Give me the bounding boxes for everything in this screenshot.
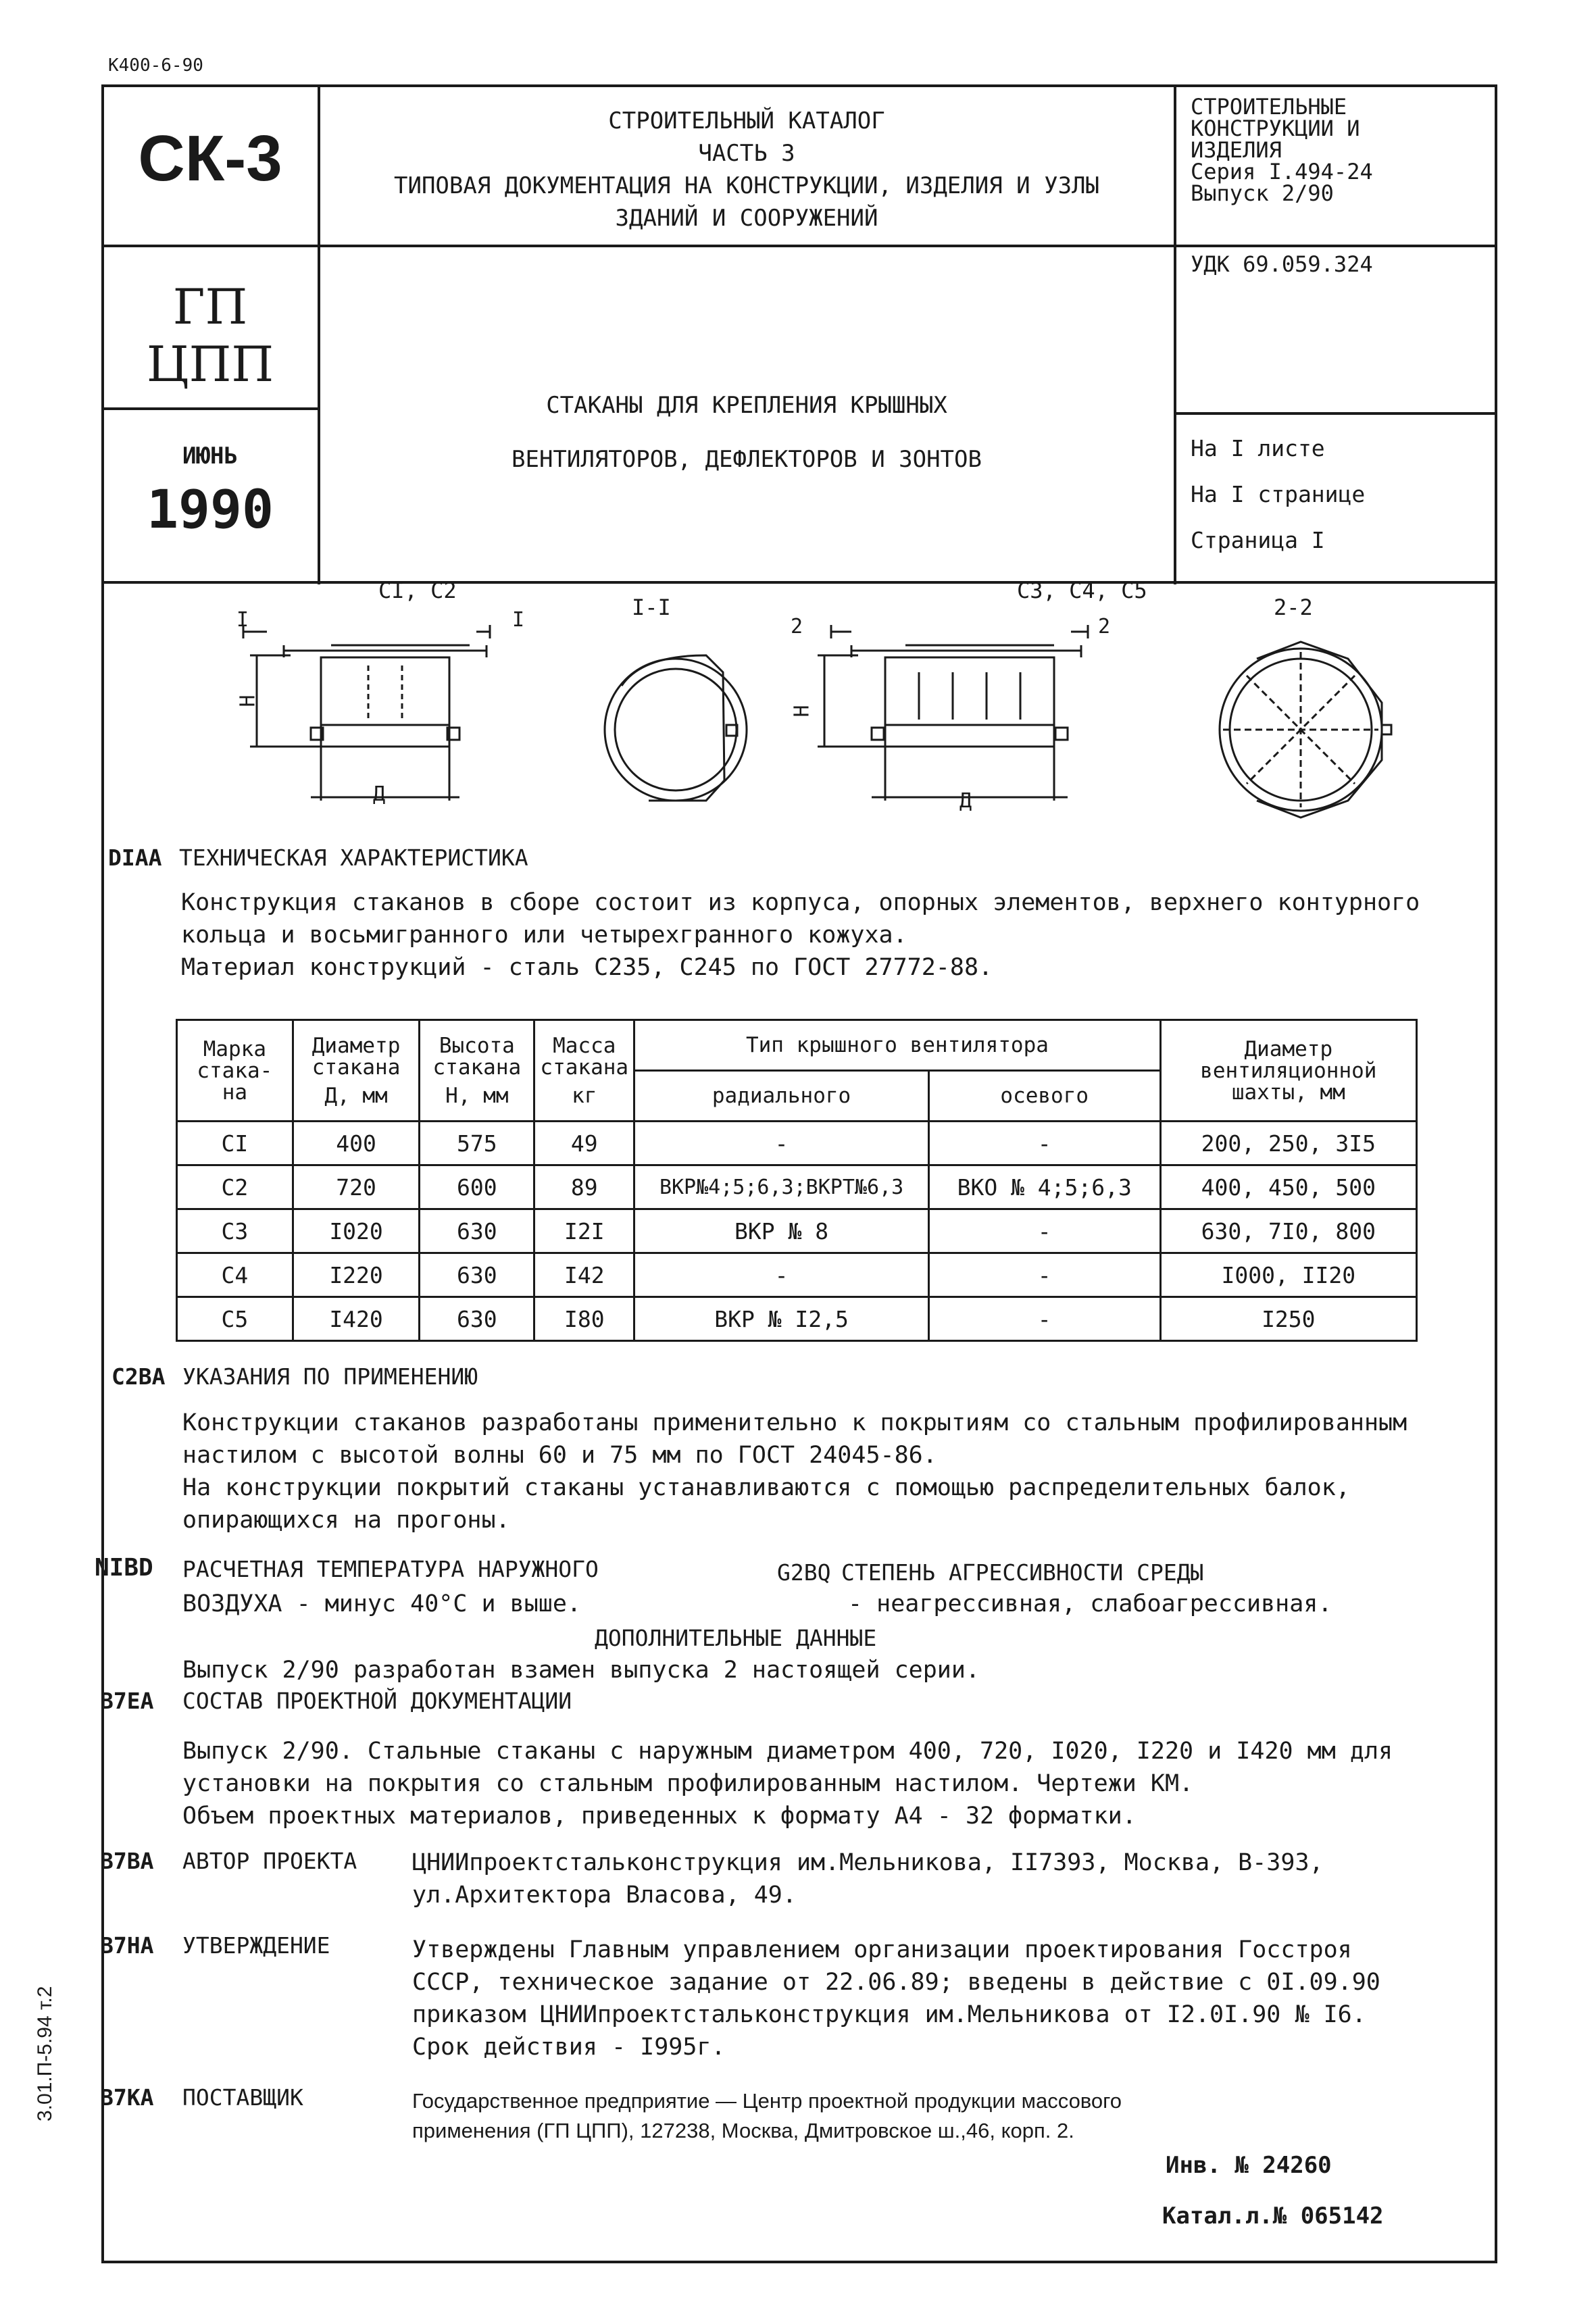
header-shaft [1160, 1020, 1416, 1122]
header-diameter-line: Диаметр [311, 1033, 401, 1058]
cut-mark-1-left: I [236, 608, 249, 632]
author-line: ул.Архитектора Власова, 49. [412, 1882, 797, 1909]
catalog-line: ЗДАНИЙ И СООРУЖЕНИЙ [615, 205, 878, 232]
section-title-aggressiveness: СТЕПЕНЬ АГРЕССИВНОСТИ СРЕДЫ [841, 1559, 1204, 1586]
usage-line: опирающихся на прогоны. [182, 1507, 510, 1534]
tech-text [181, 886, 1420, 984]
table-row [177, 1165, 1417, 1209]
drawing-label-c1-c2: CI, C2 [378, 578, 457, 603]
section-title-docs: СОСТАВ ПРОЕКТНОЙ ДОКУМЕНТАЦИИ [182, 1688, 572, 1714]
header-mark-line: Марка [203, 1036, 267, 1061]
docs-line: Объем проектных материалов, приведенных к формату А4 - 32 форматки. [182, 1803, 1137, 1830]
header-diameter [293, 1020, 420, 1122]
dim-label-h-left: H [236, 695, 260, 707]
drawing-label-c3-c5: C3, C4, C5 [1017, 578, 1147, 603]
cell-axial: ВКО № 4;5;6,3 [928, 1165, 1160, 1209]
section-code-aggressiveness: G2BQ [777, 1559, 831, 1586]
header-height-line: стакана [432, 1055, 522, 1080]
table-row [177, 1297, 1417, 1341]
cell-radial: - [634, 1253, 929, 1297]
tech-line: кольца и восьмигранного или четырехгранного кожуха. [181, 922, 907, 949]
series-block [1191, 96, 1488, 204]
section-code-usage: C2BA [111, 1363, 166, 1390]
issue-year: 1990 [147, 480, 274, 540]
document-title-line: СТАКАНЫ ДЛЯ КРЕПЛЕНИЯ КРЫШНЫХ [546, 392, 947, 419]
section-code-supplier: B7KA [100, 2084, 154, 2111]
catalog-title-block [320, 105, 1173, 234]
sheet-info-line: На I листе [1191, 435, 1325, 461]
cell-diameter: I420 [293, 1297, 420, 1341]
section-code-approval: B7HA [100, 1932, 154, 1959]
issue-month: ИЮНЬ [182, 443, 238, 470]
docs-text [182, 1735, 1393, 1832]
cut-mark-2-left: 2 [791, 615, 803, 638]
cell-mark: C5 [177, 1297, 293, 1341]
cell-mass: I2I [534, 1209, 634, 1253]
sheet-info-line: На I странице [1191, 481, 1366, 507]
c1-c2-side-view [243, 625, 490, 801]
frame-top [101, 84, 1497, 87]
header-mark-line: стака- [197, 1058, 273, 1083]
drawing-label-section-2: 2-2 [1274, 595, 1313, 620]
cell-axial: - [928, 1122, 1160, 1165]
cell-mark: C2 [177, 1165, 293, 1209]
header-shaft-line: Диаметр [1244, 1036, 1333, 1061]
section-title-tech: ТЕХНИЧЕСКАЯ ХАРАКТЕРИСТИКА [179, 845, 528, 871]
cell-mark: CI [177, 1122, 293, 1165]
header-fan-type: Тип крышного вентилятора [634, 1020, 1160, 1071]
header-mass-line: Масса [553, 1033, 616, 1058]
org-name-line2: ЦПП [146, 336, 274, 393]
section-title-temperature: РАСЧЕТНАЯ ТЕМПЕРАТУРА НАРУЖНОГО [182, 1556, 599, 1582]
author-text [412, 1846, 1324, 1911]
header-divider-right [1174, 84, 1176, 584]
header-radial: радиального [634, 1071, 929, 1122]
udk-code: УДК 69.059.324 [1191, 251, 1373, 277]
usage-line: На конструкции покрытий стаканы устанавливаются с помощью распределительных балок, [182, 1474, 1350, 1501]
drawing-label-section-1: I-I [632, 595, 671, 620]
sheet-info-line: Страница I [1191, 527, 1325, 553]
catalog-line: ЧАСТЬ 3 [698, 140, 795, 167]
cell-shaft: 630, 7I0, 800 [1160, 1209, 1416, 1253]
cut-mark-2-right: 2 [1098, 615, 1111, 638]
header-mass-line: кг [572, 1083, 597, 1108]
section-title-additional: ДОПОЛНИТЕЛЬНЫЕ ДАННЫЕ [595, 1625, 877, 1651]
header-right-divider [1174, 412, 1497, 415]
catalog-line: СТРОИТЕЛЬНЫЙ КАТАЛОГ [608, 107, 885, 134]
document-code: К400-6-90 [108, 55, 203, 76]
cell-axial: - [928, 1253, 1160, 1297]
cell-axial: - [928, 1209, 1160, 1253]
dim-label-h-right: H [790, 705, 814, 718]
inventory-number: Инв. № 24260 [1166, 2152, 1332, 2179]
cell-mass: I42 [534, 1253, 634, 1297]
cell-diameter: I220 [293, 1253, 420, 1297]
cell-radial: - [634, 1122, 929, 1165]
aggressiveness-text: - неагрессивная, слабоагрессивная. [848, 1590, 1332, 1617]
header-row-divider [101, 245, 1497, 247]
cell-mass: 49 [534, 1122, 634, 1165]
section-code-temperature: NIBD [95, 1554, 153, 1582]
frame-bottom [101, 2261, 1497, 2263]
cell-shaft: 400, 450, 500 [1160, 1165, 1416, 1209]
tech-line: Материал конструкций - сталь С235, С245 по ГОСТ 27772-88. [181, 954, 993, 981]
cell-height: 630 [420, 1253, 534, 1297]
cell-diameter: I020 [293, 1209, 420, 1253]
header-height-line: Высота [439, 1033, 515, 1058]
side-stamp: 3.01.П-5.94 т.2 [34, 1986, 56, 2121]
additional-text: Выпуск 2/90 разработан взамен выпуска 2 настоящей серии. [182, 1657, 980, 1684]
cell-shaft: 200, 250, 3I5 [1160, 1122, 1416, 1165]
approval-text [412, 1934, 1380, 2063]
cell-shaft: I000, II20 [1160, 1253, 1416, 1297]
cell-height: 575 [420, 1122, 534, 1165]
document-title-line: ВЕНТИЛЯТОРОВ, ДЕФЛЕКТОРОВ И ЗОНТОВ [512, 446, 982, 473]
table-row [177, 1253, 1417, 1297]
usage-line: настилом с высотой волны 60 и 75 мм по ГОСТ 24045-86. [182, 1442, 937, 1469]
cell-diameter: 400 [293, 1122, 420, 1165]
docs-line: установки на покрытия со стальным профилированным настилом. Чертежи КМ. [182, 1770, 1194, 1797]
series-line: ИЗДЕЛИЯ [1191, 137, 1282, 163]
section-title-approval: УТВЕРЖДЕНИЕ [182, 1932, 330, 1959]
cell-axial: - [928, 1297, 1160, 1341]
series-line: Выпуск 2/90 [1191, 180, 1334, 206]
approval-line: СССР, техническое задание от 22.06.89; введены в действие с 0I.09.90 [412, 1969, 1380, 1996]
section-title-author: АВТОР ПРОЕКТА [182, 1848, 357, 1874]
series-line: Серия I.494-24 [1191, 159, 1373, 184]
header-left-divider [101, 407, 319, 410]
supplier-text [412, 2086, 1122, 2146]
cell-height: 600 [420, 1165, 534, 1209]
cell-mark: C3 [177, 1209, 293, 1253]
cell-shaft: I250 [1160, 1297, 1416, 1341]
approval-line: приказом ЦНИИпроектстальконструкция им.Мельникова от I2.0I.90 № I6. [412, 2001, 1366, 2028]
approval-line: Утверждены Главным управлением организации проектирования Госстроя [412, 1936, 1352, 1963]
section-1-1 [605, 655, 747, 801]
header-mark [177, 1020, 293, 1122]
org-name-line1: ГП [172, 278, 248, 335]
cell-radial: ВКР № 8 [634, 1209, 929, 1253]
header-mass [534, 1020, 634, 1122]
header-height-line: Н, мм [445, 1083, 509, 1108]
catalog-sheet-number: Катал.л.№ 065142 [1162, 2203, 1384, 2230]
dim-label-d-right: Д [959, 789, 972, 813]
table-row [177, 1122, 1417, 1165]
docs-line: Выпуск 2/90. Стальные стаканы с наружным диаметром 400, 720, I020, I220 и I420 мм для [182, 1738, 1393, 1765]
header-diameter-line: стакана [311, 1055, 401, 1080]
cell-radial: ВКР№4;5;6,3;ВКРТ№6,3 [634, 1165, 929, 1209]
header-mark-line: на [222, 1080, 248, 1105]
header-axial: осевого [928, 1071, 1160, 1122]
table-row [177, 1209, 1417, 1253]
tech-line: Конструкция стаканов в сборе состоит из корпуса, опорных элементов, верхнего контурного [181, 889, 1420, 916]
header-shaft-line: вентиляционной [1200, 1058, 1377, 1083]
header-height [420, 1020, 534, 1122]
supplier-line: Государственное предприятие — Центр проектной продукции массового [412, 2089, 1122, 2113]
header-mass-line: стакана [540, 1055, 629, 1080]
cell-mass: 89 [534, 1165, 634, 1209]
frame-right [1495, 84, 1497, 2263]
usage-line: Конструкции стаканов разработаны применительно к покрытиям со стальным профилированным [182, 1409, 1407, 1436]
cell-mark: C4 [177, 1253, 293, 1297]
header-shaft-line: шахты, мм [1231, 1080, 1345, 1105]
document-title [320, 378, 1173, 486]
catalog-code: СК-3 [138, 122, 282, 195]
series-line: СТРОИТЕЛЬНЫЕ [1191, 94, 1347, 120]
spec-table [176, 1019, 1418, 1342]
section-code-tech: DIAA [108, 845, 162, 871]
header-diameter-line: Д, мм [324, 1083, 388, 1108]
temperature-text: ВОЗДУХА - минус 40°С и выше. [182, 1590, 582, 1617]
series-line: КОНСТРУКЦИИ И [1191, 116, 1360, 141]
sheet-info [1191, 426, 1365, 563]
supplier-line: применения (ГП ЦПП), 127238, Москва, Дмитровское ш.,46, корп. 2. [412, 2119, 1074, 2142]
section-title-supplier: ПОСТАВЩИК [182, 2084, 303, 2111]
cut-mark-1-right: I [512, 608, 525, 632]
section-2-2 [1220, 642, 1391, 818]
cell-height: 630 [420, 1209, 534, 1253]
cell-diameter: 720 [293, 1165, 420, 1209]
section-title-usage: УКАЗАНИЯ ПО ПРИМЕНЕНИЮ [182, 1363, 478, 1390]
dim-label-d-left: Д [373, 782, 386, 806]
cell-height: 630 [420, 1297, 534, 1341]
usage-text [182, 1407, 1407, 1536]
cell-mass: I80 [534, 1297, 634, 1341]
author-line: ЦНИИпроектстальконструкция им.Мельникова, II7393, Москва, В-393, [412, 1849, 1324, 1876]
cell-radial: ВКР № I2,5 [634, 1297, 929, 1341]
section-code-docs: B7EA [100, 1688, 154, 1714]
catalog-line: ТИПОВАЯ ДОКУМЕНТАЦИЯ НА КОНСТРУКЦИИ, ИЗДЕЛИЯ И УЗЛЫ [394, 172, 1099, 199]
section-code-author: B7BA [100, 1848, 154, 1874]
approval-line: Срок действия - I995г. [412, 2034, 726, 2061]
c3-c5-side-view [818, 625, 1088, 801]
